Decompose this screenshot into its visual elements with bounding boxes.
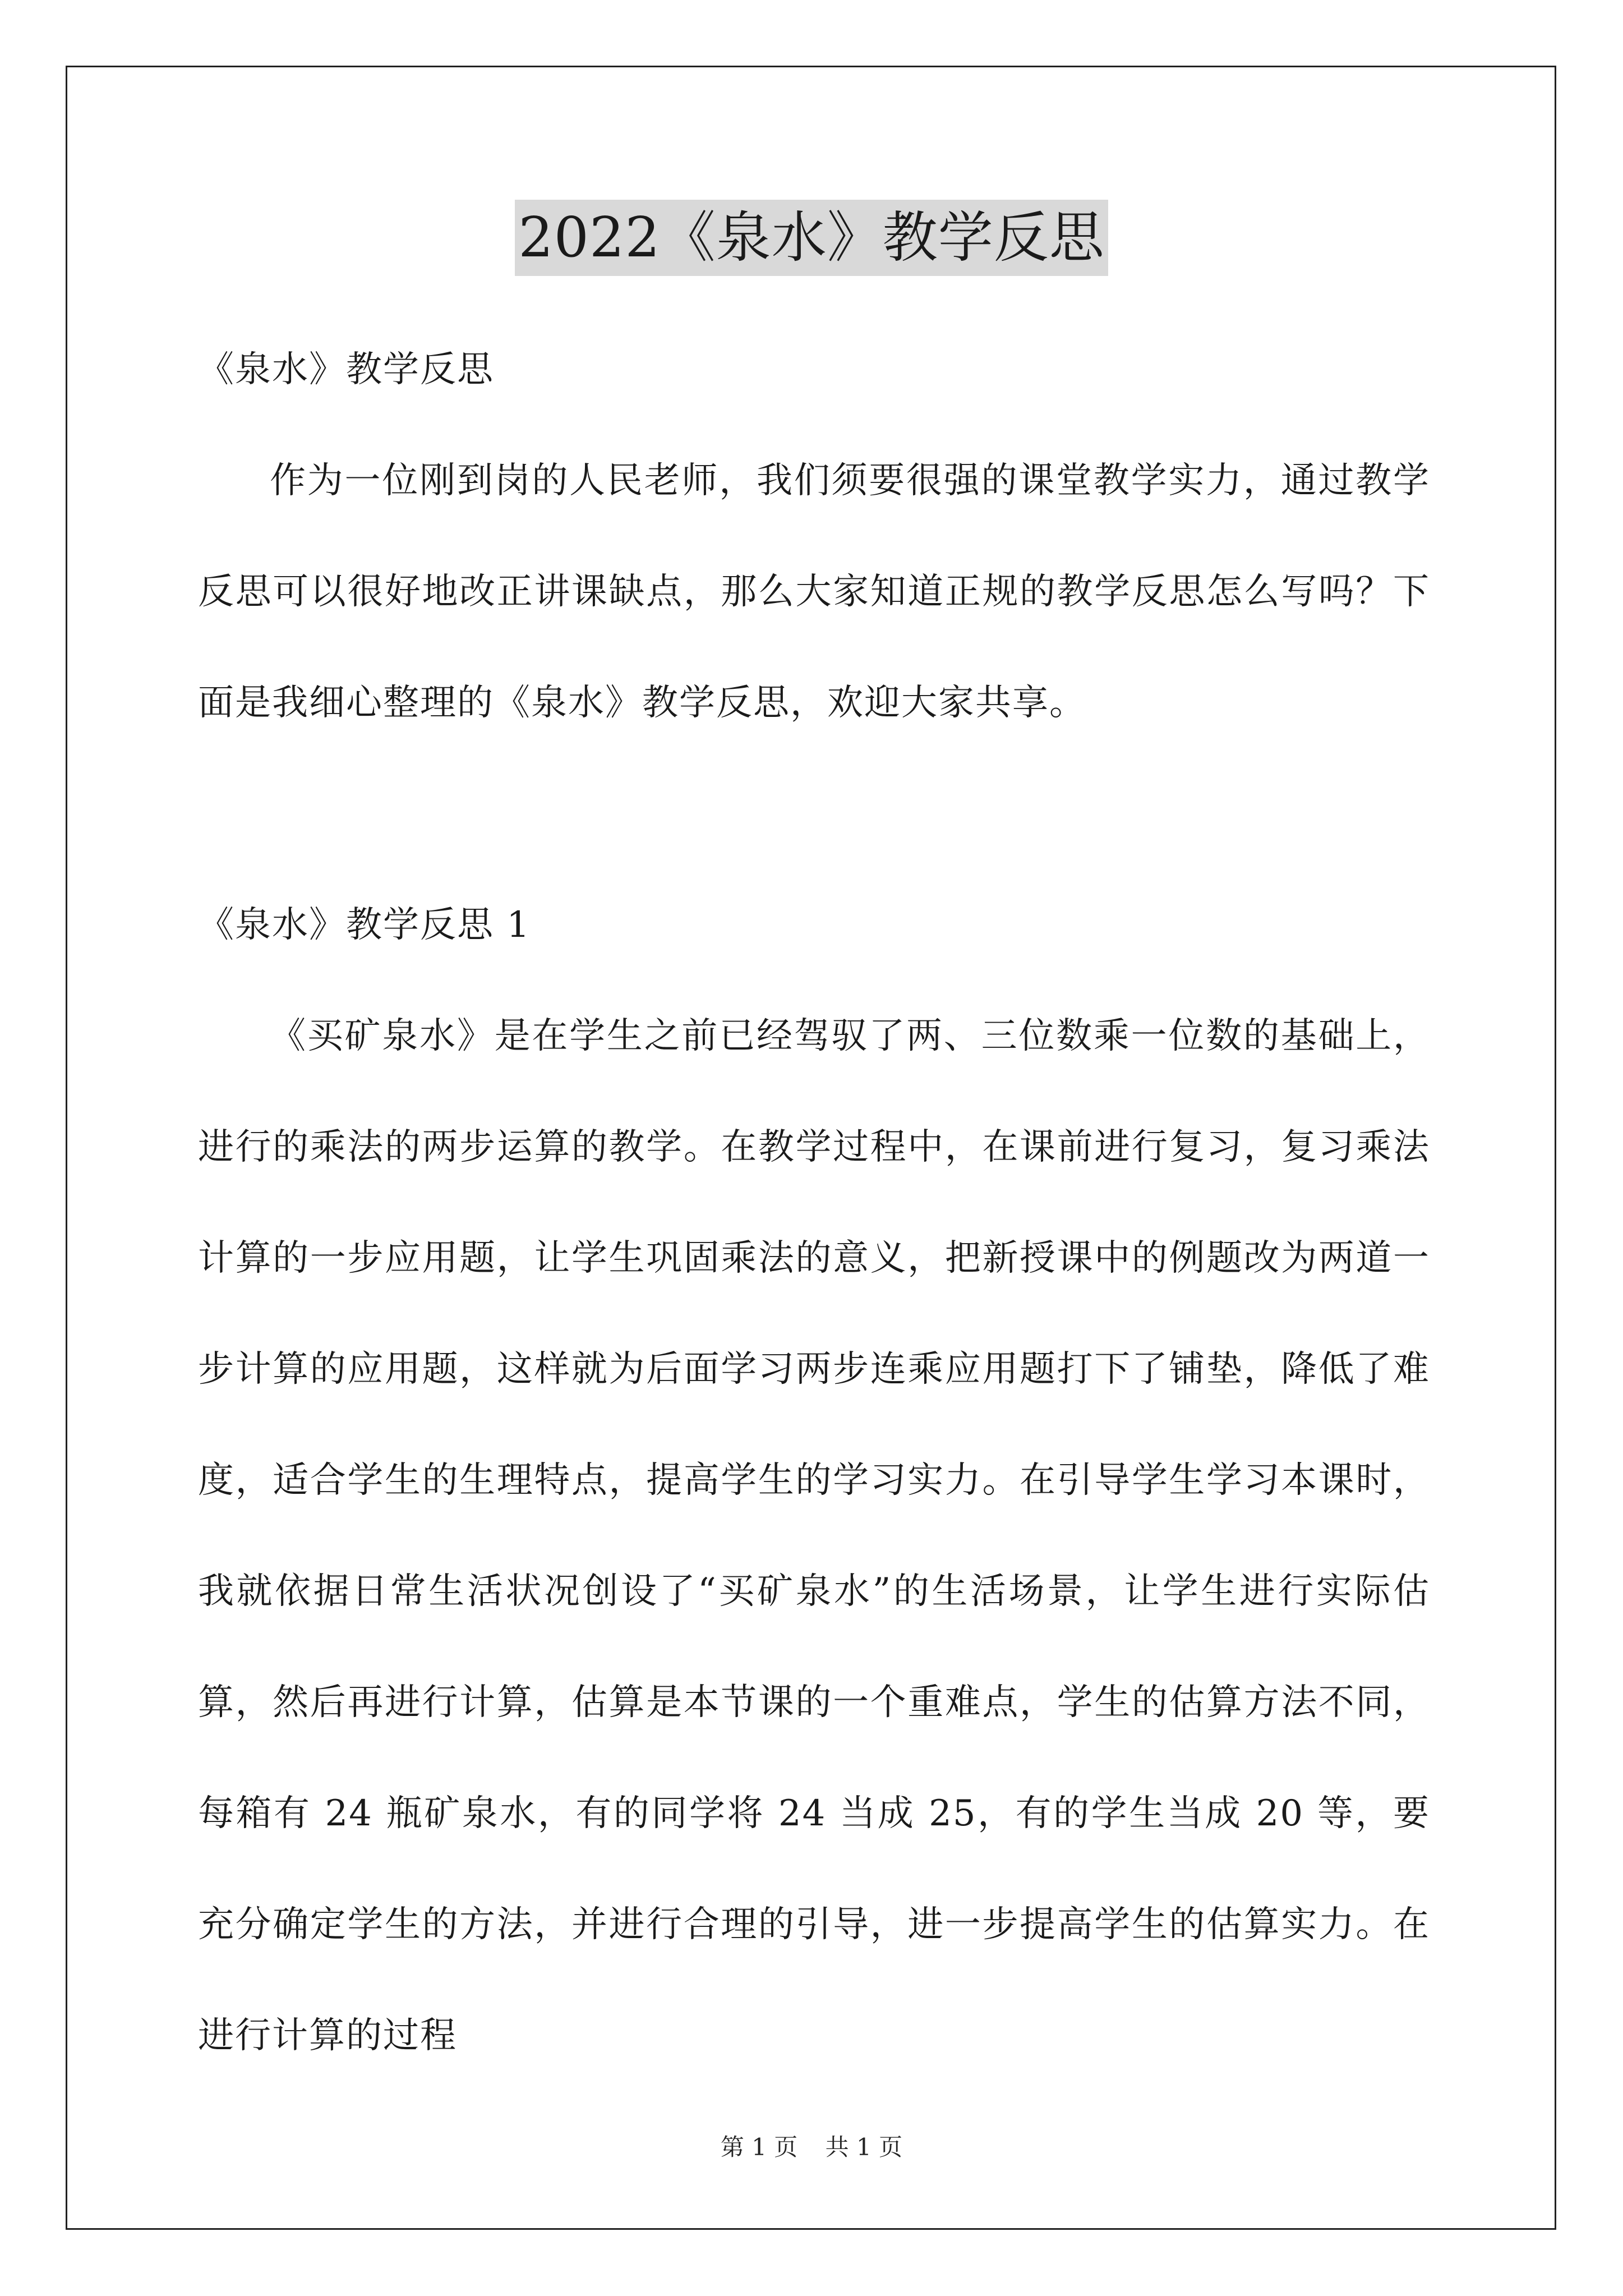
main-subheading: 《泉水》教学反思 — [198, 349, 494, 390]
footer-total-pages: 共 1 页 — [825, 2133, 903, 2161]
footer-current-page: 第 1 页 — [720, 2133, 798, 2161]
section-heading: 《泉水》教学反思 1 — [198, 904, 531, 946]
title-container — [0, 200, 1623, 276]
paragraph-gap — [198, 758, 1430, 869]
page-footer — [0, 2131, 1623, 2164]
document-title: 2022《泉水》教学反思 — [515, 200, 1108, 276]
section-paragraph: 《买矿泉水》是在学生之前已经驾驭了两、三位数乘一位数的基础上，进行的乘法的两步运算的教学。在教学过程中，在课前进行复习，复习乘法计算的一步应用题，让学生巩固乘法的意义，把新授课中的例题改为两道一步计算的应用题，这样就为后面学习两步连乘应用题打下了铺垫，降低了难度，适合学生的生理特点，提高学生的学习实力。在引导学生学习本课时，我就依据日常生活状况创设了“买矿泉水”的生活场景，让学生进行实际估算，然后再进行计算，估算是本节课的一个重难点，学生的估算方法不同，每箱有 24 瓶矿泉水，有的同学将 24 当成 25，有的学生当成 20 等，要充分确定学生的方法，并进行合理的引导，进一步提高学生的估算实力。在进行计算的过程 — [198, 1015, 1430, 2056]
document-body — [198, 314, 1430, 2091]
intro-paragraph: 作为一位刚到岗的人民老师，我们须要很强的课堂教学实力，通过教学反思可以很好地改正讲课缺点，那么大家知道正规的教学反思怎么写吗？下面是我细心整理的《泉水》教学反思，欢迎大家共享。 — [198, 460, 1430, 724]
